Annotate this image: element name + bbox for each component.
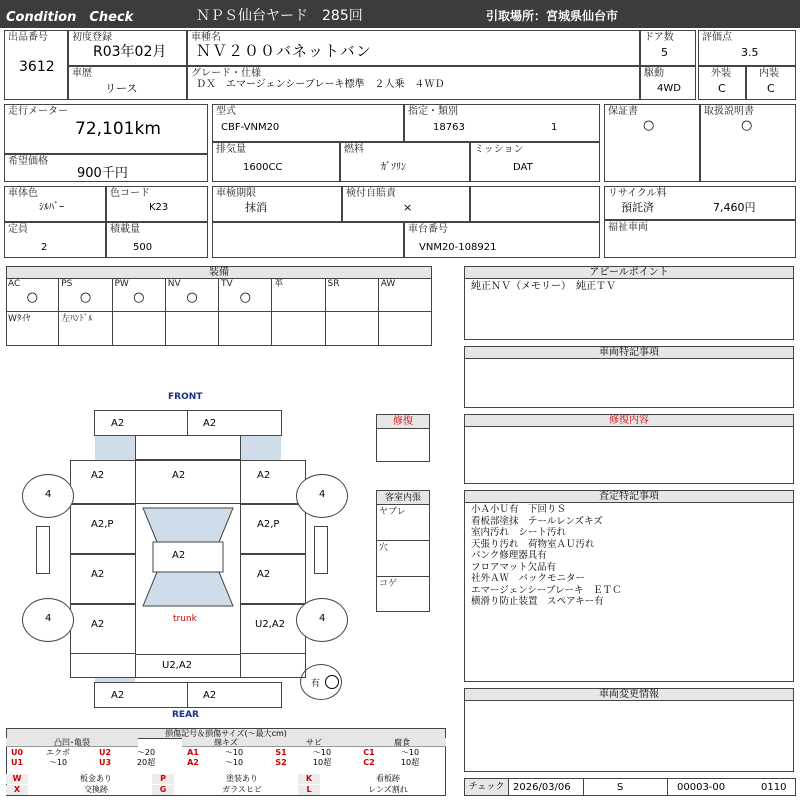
warranty-mark: ○ — [643, 118, 655, 133]
equipment-title: 装備 — [7, 267, 431, 279]
spare-mark-icon — [325, 675, 339, 689]
front-left-value: A2 — [111, 418, 125, 429]
quarter-rr — [240, 604, 306, 654]
special-notes-box — [464, 346, 794, 408]
equipment-cell — [113, 278, 166, 312]
color-value: ｼﾙﾊﾞｰ — [39, 202, 64, 213]
legend-mark-desc: 板金あり — [80, 774, 112, 783]
cabin-item-label: 穴 — [379, 543, 389, 553]
legend-desc: ～10 — [312, 748, 332, 757]
equipment-mark: ○ — [239, 290, 251, 305]
legend-mark-desc: 塗装あり — [226, 774, 258, 783]
score-value: 3.5 — [741, 46, 759, 59]
capacity-box — [4, 222, 106, 258]
mission-value: DAT — [513, 162, 533, 173]
desired-price-box — [4, 154, 208, 182]
equipment-cell — [272, 278, 325, 312]
inspection-note-line: 小Ａ小Ｕ有 下回りＳ — [471, 504, 567, 515]
score-box — [698, 30, 796, 66]
cabin-item-label: コゲ — [379, 579, 398, 589]
load-label: 積載量 — [110, 224, 140, 235]
load-box — [106, 222, 208, 258]
inspector: S — [617, 782, 624, 793]
appeal-title: アピールポイント — [465, 267, 793, 279]
cabin-box — [376, 490, 430, 612]
inspection-notes-list — [471, 504, 622, 608]
check-date: 2026/03/06 — [513, 782, 571, 793]
equipment-label: AC — [8, 279, 21, 289]
front-right-value: A2 — [203, 418, 217, 429]
legend-desc: 10超 — [312, 758, 332, 767]
wheel-fr-value: 4 — [319, 489, 326, 500]
equipment-label: AW — [380, 279, 396, 289]
inspection-note-line: 室内汚れ シート汚れ — [471, 527, 567, 538]
legend-code: C2 — [363, 758, 375, 767]
designation-value: 18763 — [433, 122, 465, 133]
equipment-mark: ○ — [26, 290, 38, 305]
equipment-cell — [6, 312, 59, 346]
model-name-label: 車種名 — [191, 32, 221, 43]
grade-label: グレード・仕様 — [191, 68, 261, 79]
back-door-value: U2,A2 — [162, 660, 193, 671]
odometer-box — [4, 104, 208, 154]
score-label: 評価点 — [702, 32, 732, 43]
legend-mark-desc: レンズ割れ — [368, 785, 408, 794]
grade-box — [187, 66, 640, 100]
color-code-box — [106, 186, 208, 222]
displacement-label: 排気量 — [216, 144, 246, 155]
warranty-box — [604, 104, 700, 182]
header-bar — [0, 0, 800, 28]
legend-desc: エクボ — [46, 748, 70, 757]
equipment-label: SR — [327, 279, 340, 289]
legend-desc: 10超 — [400, 758, 420, 767]
desired-price-label: 希望価格 — [8, 156, 48, 167]
change-info-box — [464, 688, 794, 772]
legend-desc: ～10 — [224, 758, 244, 767]
odometer-value: 72,101km — [75, 119, 161, 139]
legend-code: U3 — [98, 758, 112, 767]
insurance-blank-box — [470, 186, 600, 222]
designation-box — [404, 104, 600, 142]
inspection-note-line: 看板部塗抹 テールレンズキズ — [471, 515, 603, 527]
lot-number: 3612 — [19, 59, 55, 75]
trunk-label: trunk — [173, 614, 197, 624]
manual-box — [700, 104, 796, 182]
rear-bumper — [94, 682, 282, 708]
spare-label: 有 — [311, 679, 321, 689]
model-code-value: CBF-VNM20 — [221, 122, 280, 133]
capacity-value: 2 — [41, 242, 48, 253]
door-rl — [70, 554, 136, 604]
legend-group: 腐食 — [358, 738, 446, 747]
fender-left — [70, 460, 136, 504]
equipment-cell — [166, 278, 219, 312]
exterior-value: C — [718, 82, 726, 95]
drive-box — [640, 66, 696, 100]
legend-desc: 20超 — [136, 758, 156, 767]
repair-contents-title: 修復内容 — [465, 415, 793, 427]
first-reg-label: 初度登録 — [72, 32, 112, 43]
model-code-box — [212, 104, 404, 142]
exterior-label: 外装 — [711, 68, 731, 79]
inspection-note-line: パンク修理器具有 — [471, 550, 547, 561]
recycle-status: 預託済 — [621, 201, 654, 214]
equipment-cell — [219, 278, 272, 312]
equipment-label: 左ﾊﾝﾄﾞﾙ — [61, 314, 93, 324]
load-value: 500 — [133, 242, 153, 253]
chassis-label: 車台番号 — [408, 224, 448, 235]
inspection-note-line: 横滑り防止装置 スペアキー有 — [471, 596, 604, 607]
fuel-label: 燃料 — [344, 144, 364, 155]
model-code-label: 型式 — [216, 106, 236, 117]
equipment-label: Wﾀｲﾔ — [8, 314, 31, 324]
door-rl-value: A2 — [91, 569, 105, 580]
legend-desc: ～20 — [136, 748, 156, 757]
car-diagram — [0, 380, 460, 720]
cabin-item-label: ヤブレ — [379, 507, 406, 517]
equipment-cell — [219, 312, 272, 346]
rear-right-value: A2 — [203, 690, 217, 701]
wheel-rl-value: 4 — [45, 613, 52, 624]
quarter-rl-value: A2 — [91, 619, 105, 630]
category-value: 1 — [551, 122, 558, 133]
recycle-label: リサイクル料 — [608, 188, 667, 199]
insurance-value: × — [403, 201, 413, 214]
legend-mark-code: G — [152, 785, 174, 795]
equipment-cell — [326, 278, 379, 312]
displacement-value: 1600CC — [243, 162, 283, 173]
equipment-label: 革 — [274, 279, 284, 289]
equipment-cell — [379, 278, 432, 312]
inspection-value: 抹消 — [245, 201, 267, 214]
legend-mark-code: L — [298, 785, 320, 795]
doors-label: ドア数 — [644, 32, 674, 43]
hood-top — [135, 436, 241, 460]
equipment-cell — [59, 312, 112, 346]
cabin-glass — [135, 504, 241, 608]
drive-label: 駆動 — [644, 68, 664, 79]
legend-mark-desc: 交換跡 — [84, 785, 108, 794]
color-label: 車体色 — [8, 188, 38, 199]
odometer-label: 走行メーター — [8, 106, 68, 117]
inspection-note-line: エマージェンシーブレーキ ＥＴＣ — [471, 584, 622, 596]
hood-value: A2 — [172, 470, 186, 481]
legend-mark-code: P — [152, 774, 174, 784]
roof-value: A2 — [172, 550, 186, 561]
wheel-fr — [296, 474, 348, 518]
inspection-box — [212, 186, 342, 222]
hood — [135, 460, 241, 504]
side-step-left — [36, 526, 50, 574]
brand-title: Condition Check — [6, 10, 134, 25]
color-code-value: K23 — [149, 202, 169, 213]
cabin-item-hole — [377, 541, 429, 577]
legend-code: U2 — [98, 748, 112, 757]
color-box — [4, 186, 106, 222]
interior-box — [746, 66, 796, 100]
lot-box — [4, 30, 68, 100]
back-door — [135, 654, 241, 678]
doc-no: 00003-00 — [677, 782, 726, 793]
drive-value: 4WD — [657, 83, 681, 94]
interior-value: C — [767, 82, 775, 95]
pickup-location: 引取場所：宮城県仙台市 — [486, 9, 619, 23]
first-reg-value: R03年02月 — [93, 44, 167, 60]
wheel-rr — [296, 598, 348, 642]
legend-grid — [6, 738, 446, 796]
legend-code: S1 — [275, 748, 287, 757]
model-name-box — [187, 30, 640, 66]
wheel-rl — [22, 598, 74, 642]
model-name-value: ＮＶ２００バネットバン — [196, 42, 372, 60]
door-rr — [240, 554, 306, 604]
interior-label: 内装 — [759, 68, 779, 79]
inspection-notes-title: 査定特記事項 — [465, 491, 793, 503]
doc-seq: 0110 — [761, 782, 787, 793]
equipment-cell — [166, 312, 219, 346]
equipment-cell — [113, 312, 166, 346]
history-box — [68, 66, 187, 100]
equipment-label: PW — [114, 279, 129, 289]
fender-left-value: A2 — [91, 470, 105, 481]
legend-mark-desc: 看板跡 — [376, 774, 400, 783]
quarter-rr-value: U2,A2 — [255, 619, 286, 630]
legend-code: C1 — [363, 748, 375, 757]
first-reg-box — [68, 30, 187, 66]
equipment-label: TV — [221, 279, 233, 289]
legend-desc: ～10 — [400, 748, 420, 757]
color-code-label: 色コード — [110, 188, 150, 199]
displacement-box — [212, 142, 340, 182]
doors-box — [640, 30, 696, 66]
cabin-item-burn — [377, 577, 429, 611]
legend-code: U0 — [10, 748, 24, 757]
insurance-box — [342, 186, 470, 222]
manual-label: 取扱説明書 — [704, 106, 754, 117]
blank-box — [212, 222, 404, 258]
legend-group: 凸凹･亀裂 — [6, 738, 138, 747]
equipment-cell — [326, 312, 379, 346]
welfare-box — [604, 220, 796, 258]
appeal-box — [464, 266, 794, 340]
equipment-grid — [6, 278, 432, 346]
equipment-label: NV — [167, 279, 181, 289]
lot-label: 出品番号 — [8, 32, 48, 43]
inspection-note-line: 社外ＡＷ バックモニター — [471, 573, 586, 584]
doors-value: 5 — [661, 46, 668, 59]
chassis-box — [404, 222, 600, 258]
door-fr — [240, 504, 306, 554]
door-fl — [70, 504, 136, 554]
designation-label: 指定・類別 — [408, 106, 458, 117]
legend-mark-desc: ガラスヒビ — [222, 785, 262, 794]
legend-code: U1 — [10, 758, 24, 767]
repair-box — [376, 414, 430, 462]
mission-label: ミッション — [474, 144, 524, 155]
footer-bar — [464, 778, 796, 796]
spare-tire — [300, 664, 342, 700]
front-bumper — [94, 410, 282, 436]
equipment-cell — [6, 278, 59, 312]
equipment-label: PS — [61, 279, 73, 289]
equipment-mark: ○ — [186, 290, 198, 305]
history-value: リース — [105, 82, 138, 95]
legend-title: 損傷記号＆損傷サイズ(～最大cm) — [7, 729, 445, 739]
exterior-box — [698, 66, 746, 100]
inspection-notes-box — [464, 490, 794, 682]
legend-code: A1 — [187, 748, 199, 757]
manual-mark: ○ — [741, 118, 753, 133]
repair-contents-box — [464, 414, 794, 484]
door-fr-value: A2,P — [257, 519, 280, 530]
desired-price-value: 900千円 — [77, 166, 128, 181]
history-label: 車歴 — [72, 68, 92, 79]
rear-label: REAR — [172, 710, 199, 720]
front-label: FRONT — [168, 392, 203, 402]
legend-code: S2 — [275, 758, 287, 767]
wheel-fl-value: 4 — [45, 489, 52, 500]
cabin-label: 客室内張 — [377, 491, 429, 505]
legend-group: サビ — [270, 738, 358, 747]
inspection-note-line: フロアマット欠品有 — [471, 561, 557, 573]
wheel-fl — [22, 474, 74, 518]
venue-title: ＮＰＳ仙台ヤード 285回 — [196, 8, 363, 24]
equipment-cell — [379, 312, 432, 346]
special-notes-title: 車両特記事項 — [465, 347, 793, 359]
door-rr-value: A2 — [257, 569, 271, 580]
equipment-cell — [272, 312, 325, 346]
rear-left-value: A2 — [111, 690, 125, 701]
wheel-rr-value: 4 — [319, 613, 326, 624]
door-fl-value: A2,P — [91, 519, 114, 530]
legend-mark-code: K — [298, 774, 320, 784]
legend-desc: ～10 — [224, 748, 244, 757]
mission-box — [470, 142, 600, 182]
fender-right-value: A2 — [257, 470, 271, 481]
welfare-label: 福祉車両 — [608, 222, 648, 233]
inspection-label: 車検期限 — [216, 188, 256, 199]
recycle-box — [604, 186, 796, 220]
change-info-title: 車両変更情報 — [465, 689, 793, 701]
legend-desc: ～10 — [48, 758, 68, 767]
check-label: チェック — [465, 779, 509, 795]
legend-code: A2 — [187, 758, 199, 767]
equipment-cell — [59, 278, 112, 312]
side-step-right — [314, 526, 328, 574]
grade-value: ＤＸ エマージェンシーブレーキ標準 ２人乗 ４ＷＤ — [196, 79, 445, 90]
legend-group: 線キズ — [182, 738, 270, 747]
recycle-fee: 7,460円 — [713, 201, 756, 214]
cabin-item-tear — [377, 505, 429, 541]
repair-label: 修復 — [377, 415, 429, 429]
appeal-text: 純正ＮＶ（メモリー） 純正ＴＶ — [471, 281, 616, 292]
legend-mark-code: W — [6, 774, 28, 784]
quarter-rl — [70, 604, 136, 654]
chassis-value: VNM20-108921 — [419, 242, 497, 253]
equipment-mark: ○ — [79, 290, 92, 305]
warranty-label: 保証書 — [608, 106, 638, 117]
inspection-note-line: 天張り汚れ 荷物室ＡＵ汚れ — [471, 538, 595, 550]
legend-mark-code: X — [6, 785, 28, 795]
fuel-value: ｶﾞｿﾘﾝ — [381, 162, 406, 173]
equipment-mark: ○ — [133, 290, 145, 305]
fuel-box — [340, 142, 470, 182]
capacity-label: 定員 — [8, 224, 28, 235]
insurance-label: 検付自賠責 — [346, 188, 396, 199]
